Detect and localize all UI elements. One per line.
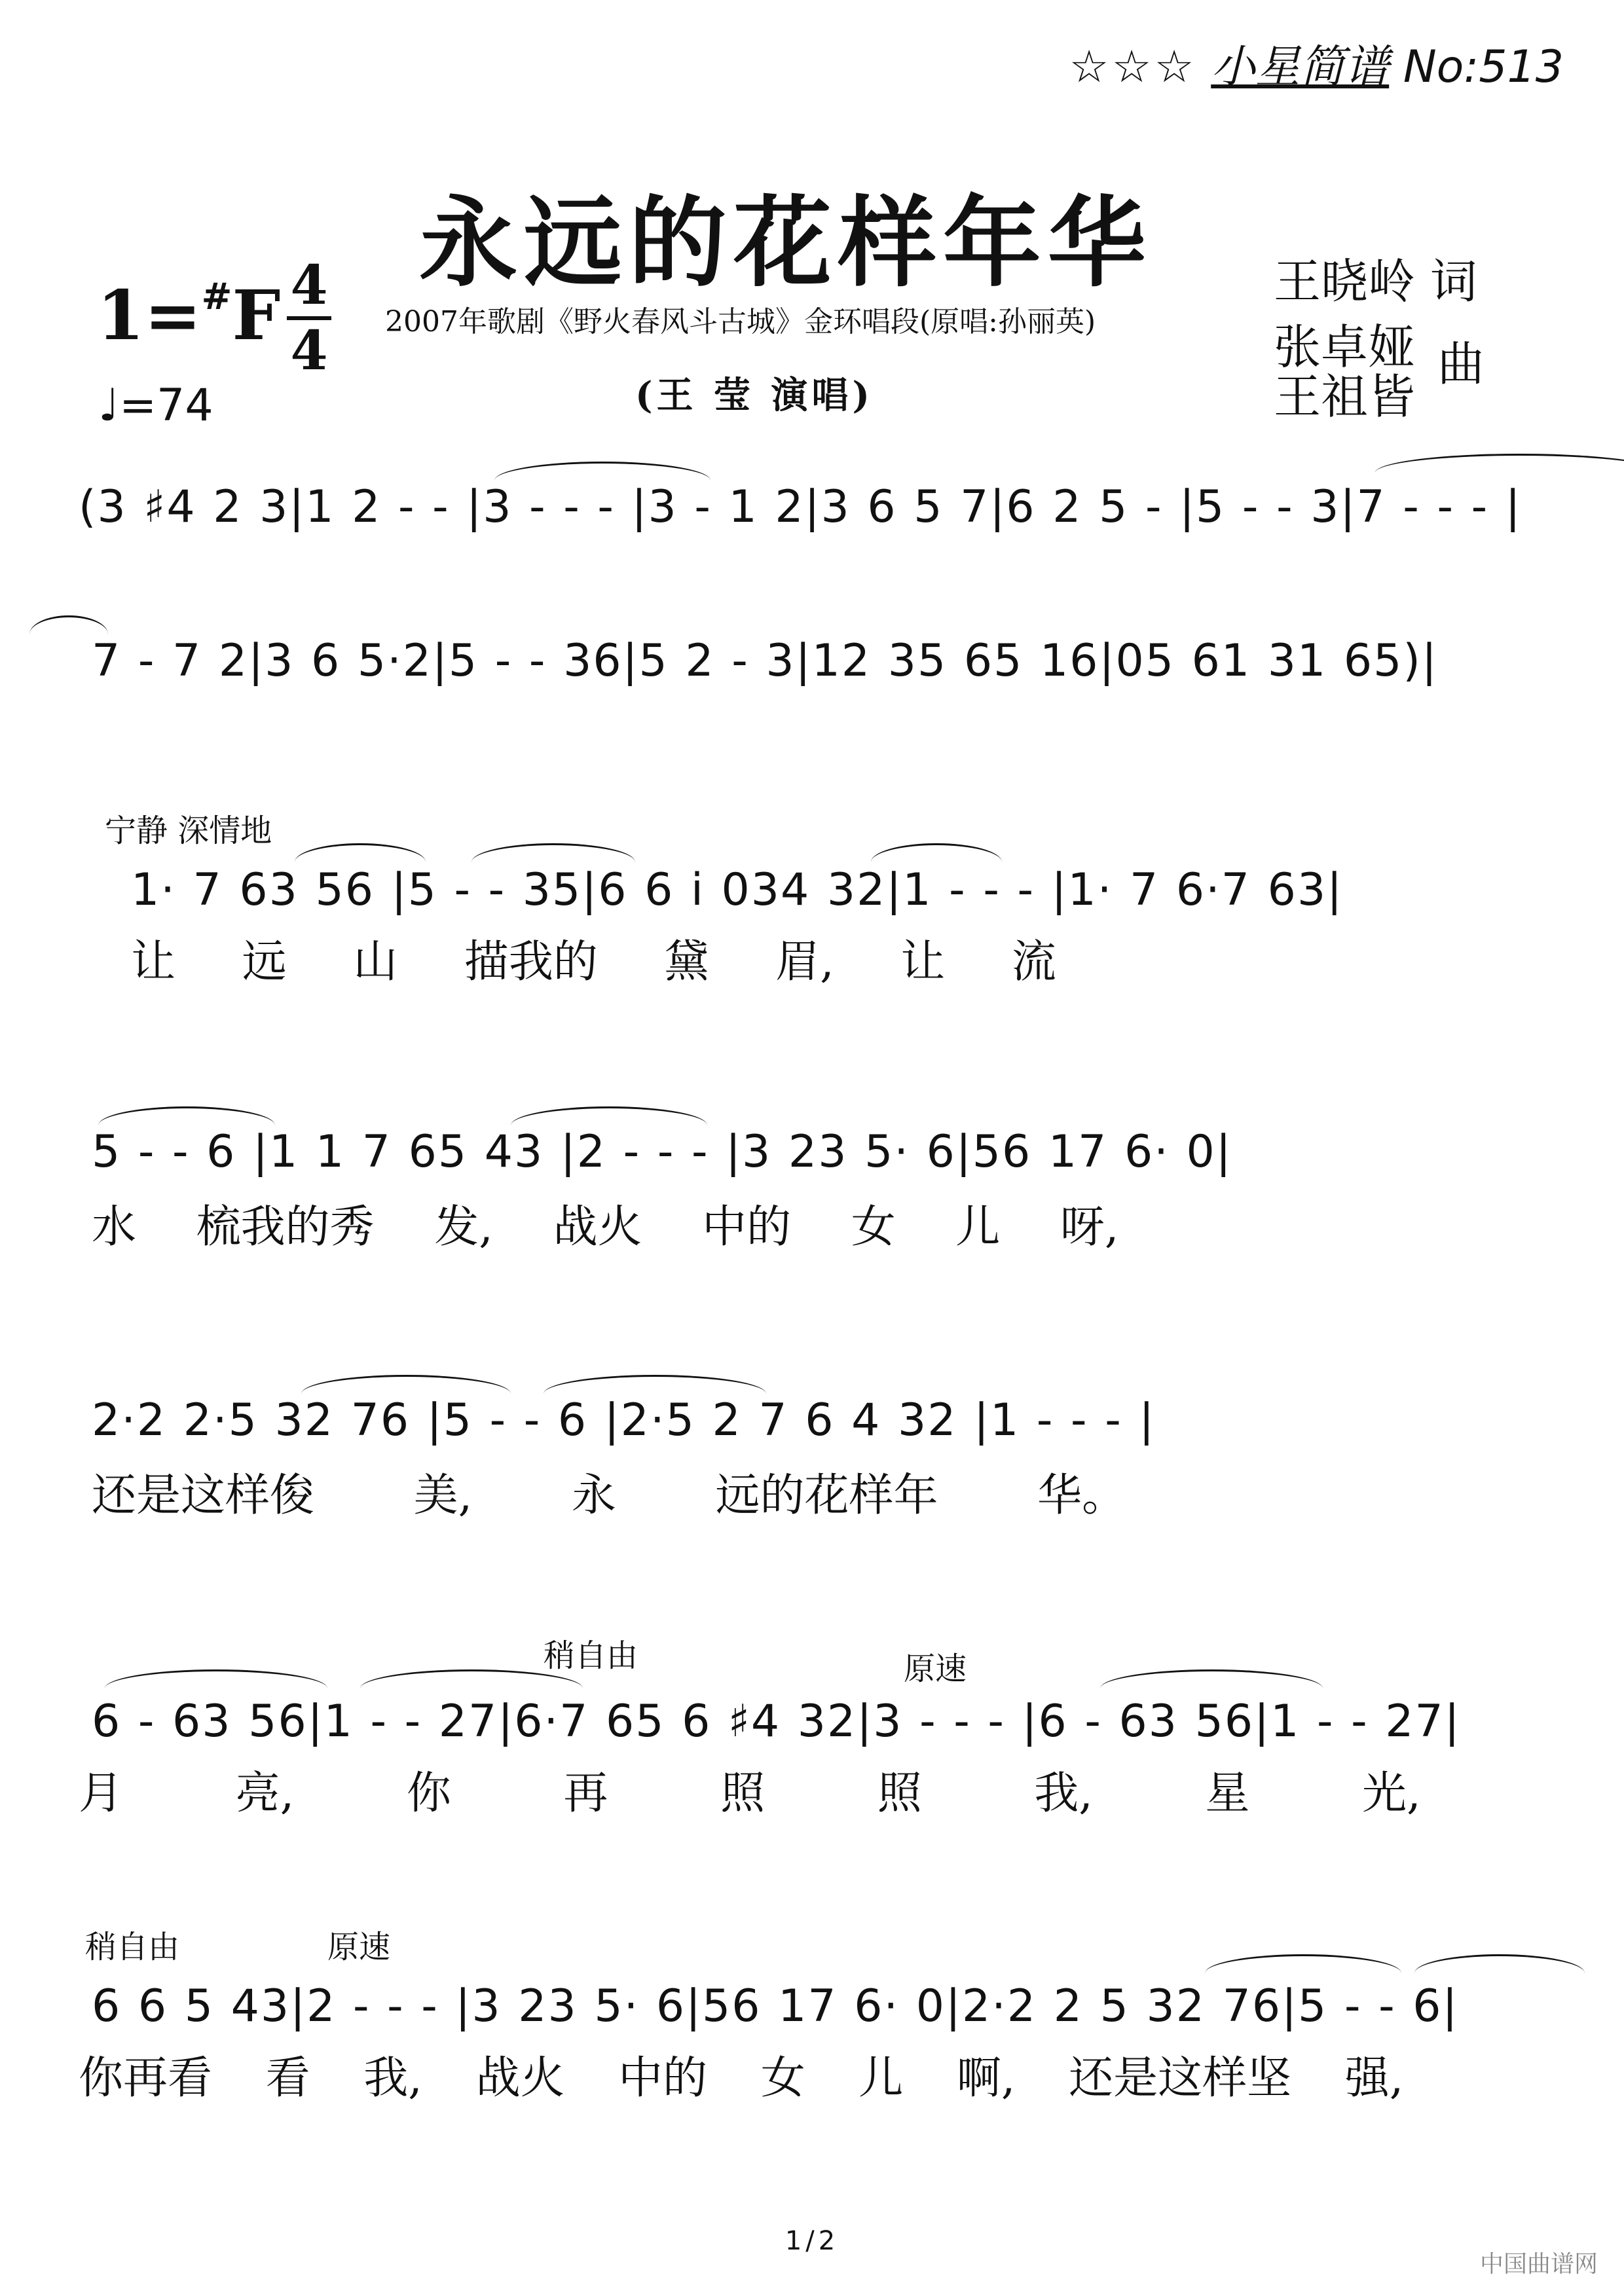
lyricist-credit — [1274, 254, 1477, 309]
notation-line: (3 ♯4 2 3|1 2 - - |3 - - - |3 - 1 2|3 6 5 7|6 2 5 - |5 - - 3|7 - - - | — [79, 481, 1522, 533]
lyrics-line: 水 梳我的秀 发, 战火 中的 女 儿 呀, — [92, 1201, 1119, 1253]
key-prefix: 1= — [97, 275, 202, 355]
time-top: 4 — [290, 254, 328, 317]
subtitle: 2007年歌剧《野火春风斗古城》金环唱段(原唱:孙丽英) — [385, 305, 1096, 338]
watermark-logo: 中国曲谱网 — [1479, 2251, 1598, 2278]
lyrics-line: 让 远 山 描我的 黛 眉, 让 流 — [131, 936, 1056, 988]
tie-slur — [301, 1375, 511, 1394]
notation-line: 2·2 2·5 32 76 |5 - - 6 |2·5 2 7 6 4 32 |1 - - - | — [92, 1394, 1156, 1446]
expression-marking: 原速 — [904, 1650, 967, 1687]
tie-slur — [105, 1669, 327, 1688]
singer: (王 莹 演唱) — [635, 374, 874, 417]
composer-role: 曲 — [1437, 337, 1485, 392]
tie-slur — [1205, 1954, 1401, 1973]
score-row-1 — [79, 481, 1552, 560]
tie-slur — [29, 615, 108, 634]
tie-slur — [871, 843, 1002, 862]
tempo-marking: ♩=74 — [98, 380, 213, 431]
score-number: No:513 — [1403, 41, 1564, 93]
notation-line: 7 - 7 2|3 6 5·2|5 - - 36|5 2 - 3|12 35 65 16|05 61 31 65)| — [92, 635, 1438, 687]
score-row-7 — [79, 1922, 1552, 2105]
brand-header — [1069, 31, 1564, 95]
page-number: 1/2 — [784, 2226, 840, 2256]
star-icons: ☆☆☆ — [1069, 41, 1197, 93]
lyrics-line: 你再看 看 我, 战火 中的 女 儿 啊, 还是这样坚 强, — [79, 2052, 1404, 2104]
tie-slur — [295, 843, 426, 862]
lyrics-line: 还是这样俊 美, 永 远的花样年 华。 — [92, 1470, 1127, 1522]
score-row-3 — [79, 805, 1552, 988]
expression-marking: 稍自由 — [85, 1929, 180, 1965]
score-row-2 — [79, 635, 1552, 714]
brand-name[interactable]: 小星简谱 — [1211, 41, 1390, 93]
expression-marking: 原速 — [327, 1929, 391, 1965]
tie-slur — [1375, 454, 1624, 473]
composer-name-1: 张卓娅 — [1274, 319, 1416, 374]
tie-slur — [544, 1375, 766, 1394]
expression-marking: 宁静 深情地 — [105, 812, 272, 849]
song-title: 永远的花样年华 — [419, 185, 1153, 301]
tie-slur — [511, 1106, 707, 1125]
tie-slur — [1100, 1669, 1323, 1688]
composer-credit — [1274, 319, 1416, 424]
score-row-6 — [79, 1630, 1552, 1819]
key-note: F — [232, 275, 281, 355]
notation-line: 5 - - 6 |1 1 7 65 43 |2 - - - |3 23 5· 6|56 17 6· 0| — [92, 1126, 1232, 1178]
tie-slur — [1414, 1954, 1585, 1973]
sharp-icon: # — [201, 275, 232, 318]
tie-slur — [494, 462, 710, 481]
time-signature — [283, 254, 335, 382]
tie-slur — [98, 1106, 275, 1125]
notation-line: 6 - 63 56|1 - - 27|6·7 65 6 ♯4 32|3 - - - |6 - 63 56|1 - - 27| — [92, 1696, 1461, 1747]
lyricist-role: 词 — [1430, 254, 1477, 309]
score-row-5 — [79, 1381, 1552, 1532]
lyrics-line: 月 亮, 你 再 照 照 我, 星 光, — [79, 1768, 1421, 1819]
notation-line: 1· 7 63 56 |5 - - 35|6 6 i 034 32|1 - - - |1· 7 6·7 63| — [131, 864, 1344, 916]
time-bottom: 4 — [290, 319, 328, 382]
notation-line: 6 6 5 43|2 - - - |3 23 5· 6|56 17 6· 0|2·2 2 5 32 76|5 - - 6| — [92, 1980, 1459, 2032]
composer-name-2: 王祖皆 — [1274, 369, 1416, 424]
key-signature — [97, 275, 280, 355]
expression-marking: 稍自由 — [544, 1637, 638, 1674]
lyricist-name: 王晓岭 — [1274, 254, 1416, 309]
score-row-4 — [79, 1113, 1552, 1264]
tie-slur — [471, 843, 635, 862]
